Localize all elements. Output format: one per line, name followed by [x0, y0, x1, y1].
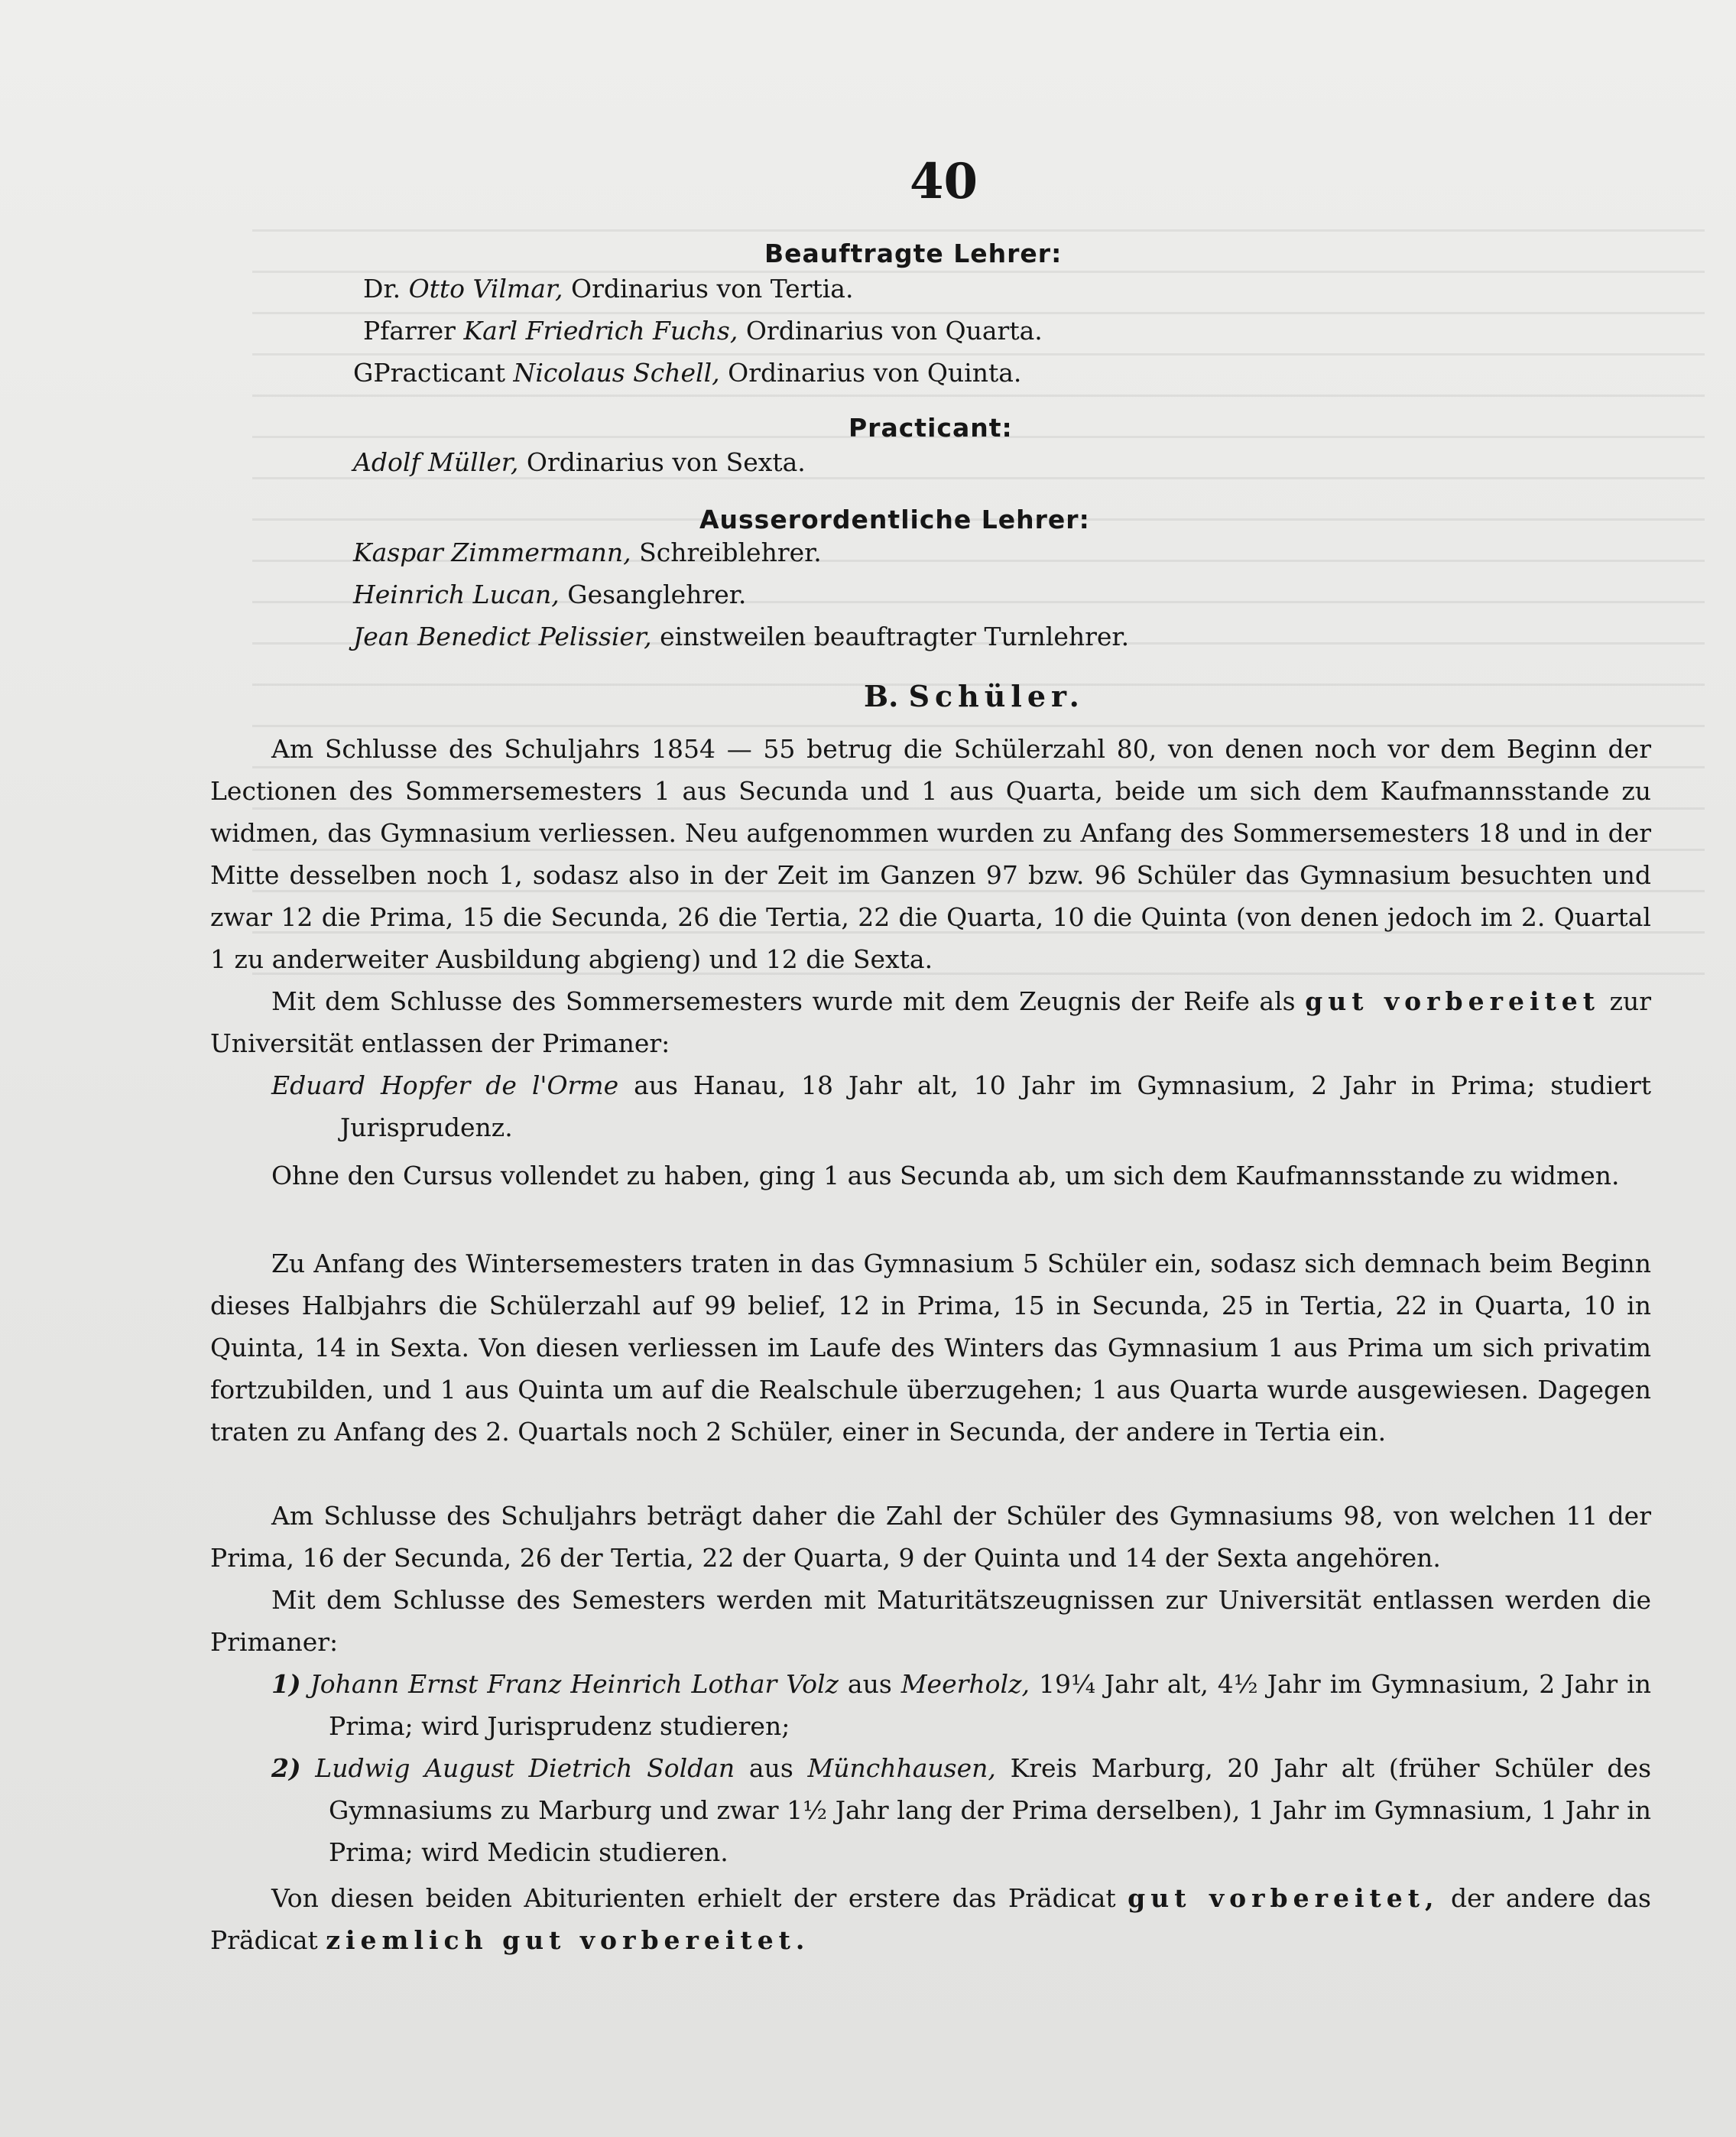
item-number: 1): [271, 1669, 301, 1699]
text-run: 19¼ Jahr alt, 4½ Jahr im Gymnasium, 2 Jahr in Prima; wird Jurisprudenz studieren;: [329, 1669, 1651, 1741]
staff-entry: [363, 317, 1043, 345]
text-run: aus: [748, 1753, 793, 1783]
staff-name: Karl Friedrich Fuchs,: [463, 316, 738, 346]
heading-ausserordentliche-lehrer: Ausserordentliche Lehrer:: [699, 505, 1090, 534]
staff-entry: [353, 539, 822, 567]
staff-title: Pfarrer: [363, 316, 456, 346]
staff-role: Gesanglehrer.: [567, 580, 747, 609]
paragraph-maturitaet: Mit dem Schlusse des Semesters werden mit Maturitätszeugnissen zur Universität entlassen werden die Primaner:: [210, 1585, 1651, 1657]
text-run: aus Hanau, 18 Jahr alt, 10 Jahr im Gymnasium, 2 Jahr in Prima; studiert Jurisprudenz.: [340, 1070, 1651, 1142]
staff-role: Ordinarius von Quinta.: [728, 358, 1022, 388]
paragraph-schuelerzahl: Am Schlusse des Schuljahrs 1854 — 55 betrug die Schülerzahl 80, von denen noch vor dem Beginn der Lectionen des Sommersemesters 1 aus Secunda und 1 aus Quarta, beide um sich dem Kaufmannsstande zu widmen, das Gymnasium verliessen. Neu aufgenommen wurden zu Anfang des Sommersemesters 18 und in der Mitte desselben noch 1, sodasz also in der Zeit im Ganzen 97 bzw. 96 Schüler das Gymnasium besuchten und zwar 12 die Prima, 15 die Secunda, 26 die Tertia, 22 die Quarta, 10 die Quinta (von denen jedoch im 2. Quartal 1 zu anderweiter Ausbildung abgieng) und 12 die Sexta.: [210, 734, 1651, 974]
staff-role: Ordinarius von Quarta.: [745, 316, 1043, 346]
staff-title: Dr.: [363, 274, 401, 304]
staff-role: Ordinarius von Tertia.: [571, 274, 854, 304]
text-run: zur Universität entlassen der Primaner:: [210, 986, 1651, 1058]
section-heading-schueler: [864, 680, 1085, 713]
staff-name: Jean Benedict Pelissier,: [353, 622, 652, 651]
text-run: Von diesen beiden Abiturienten erhielt der erstere das Prädicat: [271, 1883, 1116, 1913]
text-run: Kreis Marburg, 20 Jahr alt (früher Schüler des Gymnasiums zu Marburg und zwar 1½ Jahr lang der Prima derselben), 1 Jahr im Gymnasium, 1 Jahr in Prima; wird Medicin studieren.: [329, 1753, 1652, 1867]
item-number: 2): [271, 1753, 301, 1783]
staff-entry: [353, 359, 1021, 387]
emphasis-ziemlich-gut-vorbereitet: ziemlich gut vorbereitet.: [326, 1925, 810, 1955]
staff-entry: [353, 581, 746, 609]
paragraph-reife: [210, 980, 1651, 1064]
graduate-name: Eduard Hopfer de l'Orme: [271, 1070, 619, 1100]
staff-role: Ordinarius von Sexta.: [526, 447, 806, 477]
staff-name: Nicolaus Schell,: [513, 358, 720, 388]
text-run: Mit dem Schlusse des Sommersemesters wurde mit dem Zeugnis der Reife als: [271, 986, 1296, 1016]
paragraph-schuljahr-zahl: Am Schlusse des Schuljahrs beträgt daher die Zahl der Schüler des Gymnasiums 98, von welchen 11 der Prima, 16 der Secunda, 26 der Tertia, 22 der Quarta, 9 der Quinta und 14 der Sexta angehören.: [210, 1501, 1651, 1573]
heading-beauftragte-lehrer: Beauftragte Lehrer:: [764, 239, 1063, 268]
text-run: der andere das Prädicat: [210, 1883, 1651, 1955]
staff-entry: [363, 275, 853, 303]
staff-title: GPracticant: [353, 358, 505, 388]
paragraph-graduate-hopfer: [271, 1064, 1651, 1148]
paragraph-abgang: Ohne den Cursus vollendet zu haben, ging 1 aus Secunda ab, um sich dem Kaufmannsstande zu widmen.: [271, 1161, 1620, 1190]
graduate-name: Ludwig August Dietrich Soldan: [315, 1753, 735, 1783]
staff-name: Kaspar Zimmermann,: [353, 537, 631, 567]
section-prefix: B.: [864, 679, 899, 713]
staff-role: Schreiblehrer.: [639, 537, 822, 567]
staff-name: Otto Vilmar,: [408, 274, 563, 304]
graduate-place: Münchhausen,: [807, 1753, 996, 1783]
text-run: aus: [847, 1669, 892, 1699]
emphasis-gut-vorbereitet: gut vorbereitet: [1305, 986, 1601, 1016]
heading-practicant: Practicant:: [849, 413, 1013, 443]
staff-role: einstweilen beauftragter Turnlehrer.: [660, 622, 1130, 651]
page-number: 40: [910, 153, 978, 210]
staff-entry: [353, 623, 1129, 651]
staff-name: Heinrich Lucan,: [353, 580, 560, 609]
emphasis-gut-vorbereitet: gut vorbereitet,: [1128, 1883, 1439, 1913]
graduate-name: Johann Ernst Franz Heinrich Lothar Volz: [310, 1669, 839, 1699]
paragraph-praedicat: [210, 1877, 1651, 1961]
section-title: Schüler.: [908, 679, 1085, 713]
list-item-soldan: [271, 1747, 1651, 1873]
staff-entry: [353, 449, 806, 476]
paragraph-wintersemester: Zu Anfang des Wintersemesters traten in das Gymnasium 5 Schüler ein, sodasz sich demnach beim Beginn dieses Halbjahrs die Schülerzahl auf 99 belief, 12 in Prima, 15 in Secunda, 25 in Tertia, 22 in Quarta, 10 in Quinta, 14 in Sexta. Von diesen verliessen im Laufe des Winters das Gymnasium 1 aus Prima um sich privatim fortzubilden, und 1 aus Quinta um auf die Realschule überzugehen; 1 aus Quarta wurde ausgewiesen. Dagegen traten zu Anfang des 2. Quartals noch 2 Schüler, einer in Secunda, der andere in Tertia ein.: [210, 1249, 1651, 1447]
list-item-volz: [271, 1663, 1651, 1747]
staff-name: Adolf Müller,: [353, 447, 519, 477]
graduate-place: Meerholz,: [900, 1669, 1030, 1699]
